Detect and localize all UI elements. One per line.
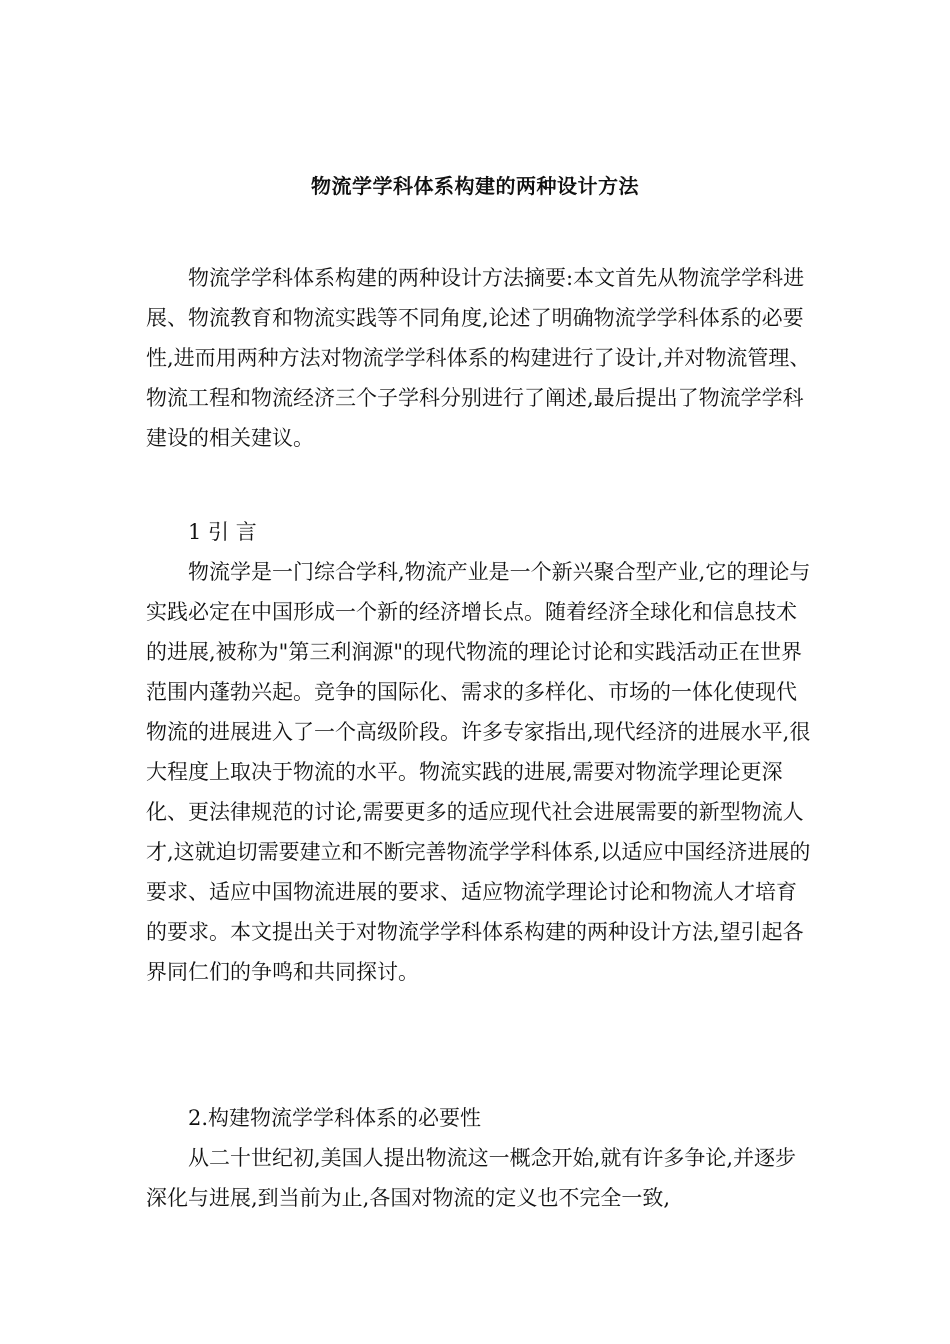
section-heading-necessity: 2.构建物流学学科体系的必要性: [188, 1106, 482, 1130]
abstract-block: [146, 258, 814, 458]
document-title: 物流学学科体系构建的两种设计方法: [311, 174, 639, 198]
section-heading-introduction: 1 引 言: [188, 520, 257, 544]
abstract-paragraph: 物流学学科体系构建的两种设计方法摘要:本文首先从物流学学科进展、物流教育和物流实践等不同角度,论述了明确物流学学科体系的必要性,进而用两种方法对物流学学科体系的构建进行了设计,并对物流管理、物流工程和物流经济三个子学科分别进行了阐述,最后提出了物流学学科建设的相关建议。: [146, 266, 811, 450]
section-necessity: [146, 1098, 814, 1218]
section-introduction: [146, 512, 814, 992]
section-body-necessity: 从二十世纪初,美国人提出物流这一概念开始,就有许多争论,并逐步深化与进展,到当前为止,各国对物流的定义也不完全一致,: [146, 1146, 797, 1210]
section-body-introduction: 物流学是一门综合学科,物流产业是一个新兴聚合型产业,它的理论与实践必定在中国形成一个新的经济增长点。随着经济全球化和信息技术的进展,被称为"第三利润源"的现代物流的理论讨论和实践活动正在世界范围内蓬勃兴起。竞争的国际化、需求的多样化、市场的一体化使现代物流的进展进入了一个高级阶段。许多专家指出,现代经济的进展水平,很大程度上取决于物流的水平。物流实践的进展,需要对物流学理论更深化、更法律规范的讨论,需要更多的适应现代社会进展需要的新型物流人才,这就迫切需要建立和不断完善物流学学科体系,以适应中国经济进展的要求、适应中国物流进展的要求、适应物流学理论讨论和物流人才培育的要求。本文提出关于对物流学学科体系构建的两种设计方法,望引起各界同仁们的争鸣和共同探讨。: [146, 560, 811, 984]
